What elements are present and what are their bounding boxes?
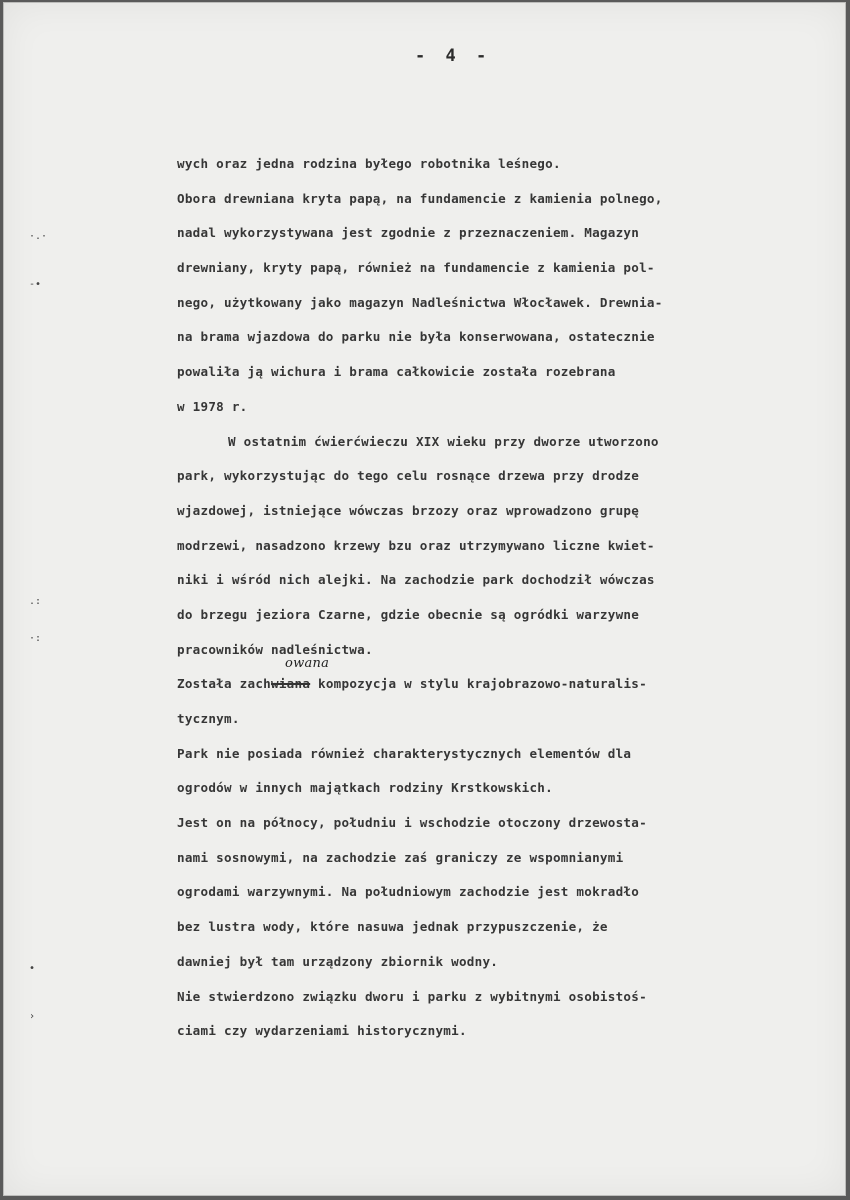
text-line: wjazdowej, istniejące wówczas brzozy oraz wprowadzono grupę — [177, 502, 640, 518]
text-line: dawniej był tam urządzony zbiornik wodny. — [177, 953, 499, 969]
text-line: Jest on na północy, południu i wschodzie otoczony drzewosta- — [177, 815, 647, 831]
text-line: nami sosnowymi, na zachodzie zaś graniczy ze wspomnianymi — [177, 849, 624, 865]
text-line: ogrodami warzywnymi. Na południowym zachodzie jest mokradło — [177, 884, 640, 900]
page-number: - 4 - — [415, 46, 492, 66]
text-line: drewniany, kryty papą, również na fundamencie z kamienia pol- — [177, 260, 655, 276]
text-line: Obora drewniana kryta papą, na fundamencie z kamienia polnego, — [177, 190, 663, 206]
text-line: ogrodów w innych majątkach rodziny Krstkowskich. — [177, 780, 553, 796]
struck-through-text: wiana — [271, 676, 311, 692]
text-line: bez lustra wody, które nasuwa jednak przypuszczenie, że — [177, 919, 608, 935]
document-body — [177, 147, 817, 1049]
text-line: na brama wjazdowa do parku nie była konserwowana, ostatecznie — [177, 329, 655, 345]
margin-mark: -• — [29, 279, 42, 290]
margin-mark: • — [29, 963, 36, 974]
text-line: W ostatnim ćwierćwieczu XIX wieku przy dworze utworzono — [228, 433, 659, 449]
text-line: ciami czy wydarzeniami historycznymi. — [177, 1023, 467, 1039]
text-line: powaliła ją wichura i brama całkowicie została rozebrana — [177, 364, 616, 380]
text-line: Park nie posiada również charakterystycznych elementów dla — [177, 745, 632, 761]
text-line: modrzewi, nasadzono krzewy bzu oraz utrzymywano liczne kwiet- — [177, 537, 655, 553]
text-line: niki i wśród nich alejki. Na zachodzie park dochodził wówczas — [177, 572, 655, 588]
text-line: nego, użytkowany jako magazyn Nadleśnictwa Włocławek. Drewnia- — [177, 294, 663, 310]
document-page — [3, 2, 846, 1196]
margin-mark: .: — [29, 596, 42, 607]
text-line: park, wykorzystując do tego celu rosnące drzewa przy drodze — [177, 468, 640, 484]
text-line: Nie stwierdzono związku dworu i parku z wybitnymi osobistoś- — [177, 988, 647, 1004]
text-line: w 1978 r. — [177, 398, 248, 414]
text-line: pracowników nadleśnictwa. — [177, 641, 373, 657]
text-line: tycznym. — [177, 711, 240, 726]
corrected-text-line — [177, 656, 817, 702]
handwritten-insertion: owana — [285, 656, 330, 672]
text-line: nadal wykorzystywana jest zgodnie z przeznaczeniem. Magazyn — [177, 225, 640, 241]
correction-after: kompozycja w stylu krajobrazowo-naturalis- — [310, 676, 647, 692]
handwritten-correction — [271, 656, 330, 692]
margin-mark: ·.· — [29, 231, 48, 242]
margin-mark: › — [29, 1011, 36, 1022]
text-line: wych oraz jedna rodzina byłego robotnika leśnego. — [177, 156, 561, 171]
correction-before: Została zach — [177, 676, 271, 692]
margin-mark: ·: — [29, 633, 42, 644]
text-line: do brzegu jeziora Czarne, gdzie obecnie są ogródki warzywne — [177, 606, 640, 622]
